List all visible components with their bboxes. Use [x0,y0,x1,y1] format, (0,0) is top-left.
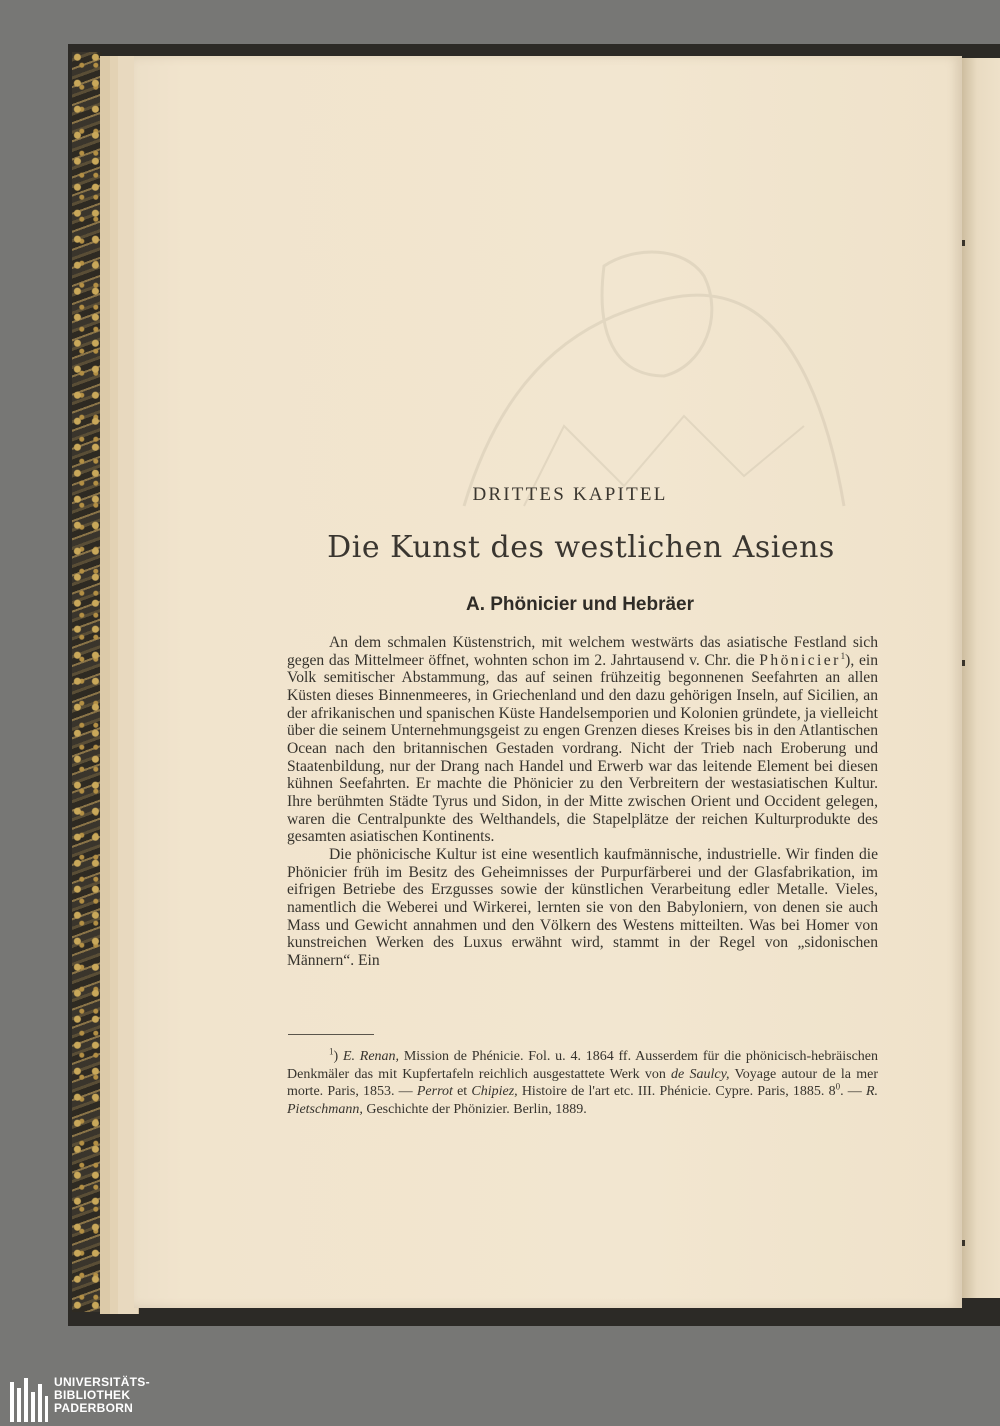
chapter-label: DRITTES KAPITEL [472,484,668,505]
author-name: de Saulcy, [671,1066,730,1082]
author-name: E. Renan, [342,1049,400,1064]
library-logo[interactable] [0,1366,1000,1426]
library-name-line: PADERBORN [54,1401,134,1415]
degree-mark: 0 [835,1081,841,1092]
footnote-rule [288,1034,374,1035]
page-mark [962,1240,965,1246]
footnote: $^1$) E. Renan, Mission de Phénicie. Fol. u. 4. 1864 ff. Ausserdem für die phönicisch-hebräischen Denkmäler das mit Kupfertafeln reichlich ausgestattete Werk von de Saulcy, Voyage autour de la mer morte. Paris, 1853. — Perrot et Chipiez, Histoire de l'art etc. III. Phénicie. Cypre. Paris, 1885. $8^0$. — R. Pietschmann, Geschichte der Phönizier. Berlin, 1889. [287,1046,879,1117]
emphasized-term: Phönicier [759,651,841,669]
author-name: R. Pietschmann, [287,1084,879,1117]
footnote-text: Histoire de l'art etc. III. Phénicie. Cypre. Paris, 1885. 8 [517,1084,836,1100]
facing-page-edge [962,58,1000,1298]
footnote-text: Voyage autour de la mer morte. Paris, 1853. — [287,1066,878,1100]
footnote-reference[interactable]: 1 [840,650,846,661]
paragraph: Die phönicische Kultur ist eine wesentlich kaufmännische, industrielle. Wir finden die Phönicier früh im Besitz des Geheimnisses der Purpurfärberei und der Glasfabrikation, im eifrigen Betriebe des Erzgusses sowie der künstlichen Verarbeitung edler Metalle. Vieles, namentlich die Weberei und Wirkerei, lernten sie von den Babyloniern, von denen sie auch Mass und Gewicht annahmen und den Völkern des Westens mitteilten. Was bei Homer von kunstreichen Werken des Luxus erwähnt wird, stammt in der Regel von „sidonischen Männern“. Ein [287,845,878,969]
marbled-edge [72,52,102,1312]
page-mark [962,240,965,246]
paragraph-text: ), ein Volk semitischer Abstammung, das auf seinen frühzeitig begonnenen Seefahrten an allen Küsten dieses Binnenmeeres, in Griechenland und den dazu gehörigen Inseln, auf Sicilien, an der afrikanischen und spanischen Küste Handelsemporien und Kolonien gründete, ja vielleicht über die seinem Unternehmungsgeist zu engen Grenzen dieses Kreises bis in den Atlantischen Ocean nach den britannischen Gestaden vordrang. Nicht der Trieb nach Eroberung und Staatenbildung, nur der Drang nach Handel und Erwerb war das leitende Element bei diesen kühnen Seefahrten. Er machte die Phönicier zu den Verbreitern der westasiatischen Kultur. Ihre berühmten Städte Tyrus und Sidon, in der Mitte zwischen Orient und Occident gelegen, waren die Centralpunkte des Welthandels, die Stapelplätze der reichen Kulturprodukte des gesamten asiatischen Kontinents. [287,651,878,846]
chapter-title: Die Kunst des westlichen Asiens [327,530,835,565]
library-name [54,1376,150,1415]
library-emblem-icon [10,1378,48,1422]
footnote-text: Mission de Phénicie. Fol. u. 4. 1864 ff. Ausserdem für die phönicisch-hebräischen Denkmäler das mit Kupfertafeln reichlich ausgestattete Werk von [287,1049,879,1082]
page-mark [962,660,965,666]
section-title: A. Phönicier und Hebräer [465,594,695,615]
paragraph [287,634,878,846]
paragraph-text: An dem schmalen Küstenstrich, mit welchem westwärts das asiatische Festland sich gegen das Mittelmeer öffnet, wohnten schon im 2. Jahrtausend v. Chr. die [287,634,878,669]
library-name-line: UNIVERSITÄTS- [54,1375,150,1389]
bleed-through-illustration [404,226,924,526]
author-name: Perrot [416,1084,453,1100]
footnote-text: Geschichte der Phönizier. Berlin, 1889. [362,1101,587,1117]
footnote-marker: 1 [329,1046,334,1057]
body-text [287,634,878,969]
footnote-text: . — [840,1084,866,1100]
author-name: Chipiez, [471,1084,518,1100]
library-name-line: BIBLIOTHEK [54,1388,131,1402]
footnote-text: et [452,1084,472,1100]
